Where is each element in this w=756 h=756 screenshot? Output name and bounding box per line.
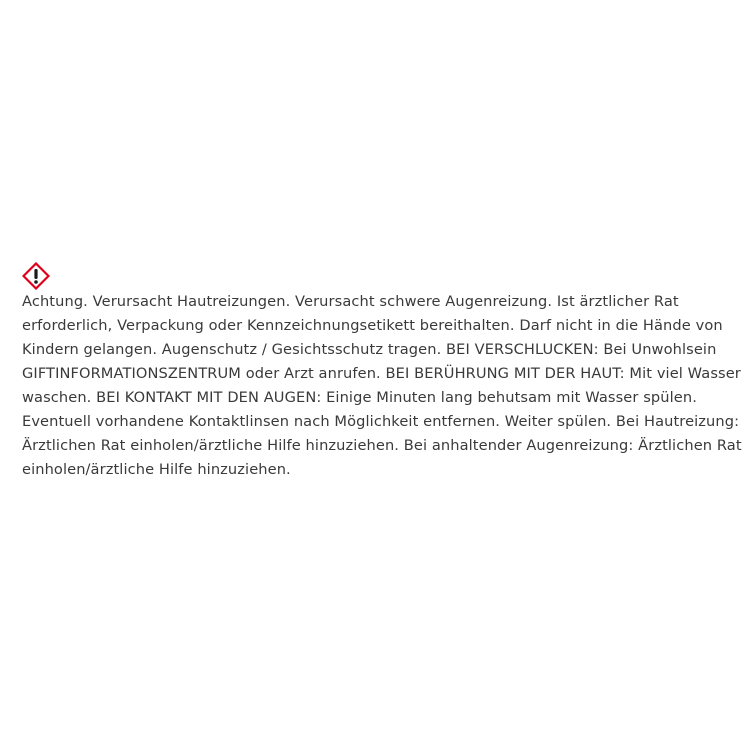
hazard-statement-text: Achtung. Verursacht Hautreizungen. Verursacht schwere Augenreizung. Ist ärztlicher Rat erforderlich, Verpackung oder Kennzeichnungsetikett bereithalten. Darf nicht in die Hände von Kindern gelangen. Augenschutz / Gesichtsschutz tragen. BEI VERSCHLUCKEN: Bei Unwohlsein GIFTINFORMATIONSZENTRUM oder Arzt anrufen. BEI BERÜHRUNG MIT DER HAUT: Mit viel Wasser waschen. BEI KONTAKT MIT DEN AUGEN: Einige Minuten lang behutsam mit Wasser spülen. Eventuell vorhandene Kontaktlinsen nach Möglichkeit entfernen. Weiter spülen. Bei Hautreizung: Ärztlichen Rat einholen/ärztliche Hilfe hinzuziehen. Bei anhaltender Augenreizung: Ärztlichen Rat einholen/ärztliche Hilfe hinzuziehen.	[22, 293, 742, 478]
hazard-section	[22, 262, 750, 482]
ghs-exclamation-mark-icon	[22, 262, 50, 290]
